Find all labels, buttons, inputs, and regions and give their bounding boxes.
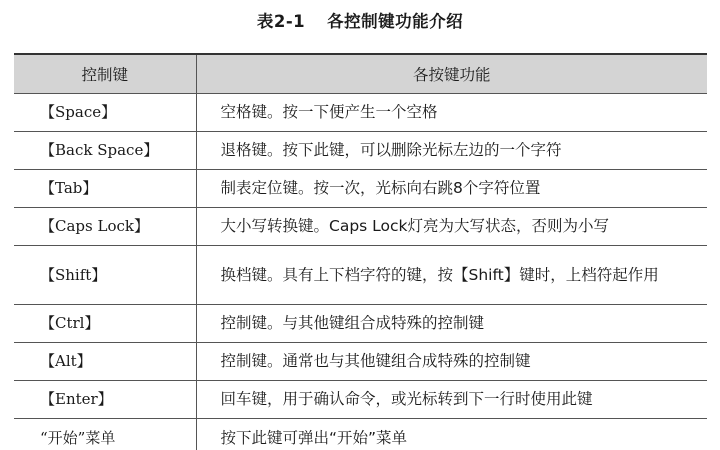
- key-function-text: 按下此键可弹出“开始”菜单: [220, 429, 408, 447]
- key-function-cell: [196, 132, 707, 170]
- key-name-cell: 【Back Space】: [14, 132, 196, 170]
- key-name-cell: “开始”菜单: [14, 419, 196, 450]
- key-function-cell: [196, 208, 707, 246]
- key-function-cell: [196, 170, 707, 208]
- table-row: [14, 381, 707, 419]
- table-number: 表2-1: [256, 12, 306, 31]
- key-function-text: 换档键。具有上下档字符的键，按【Shift】键时，上档符起作用: [220, 265, 659, 284]
- key-function-text: 制表定位键。按一次，光标向右跳8个字符位置: [220, 179, 541, 197]
- key-function-text: 空格键。按一下便产生一个空格: [220, 103, 438, 121]
- key-function-text: 大小写转换键。Caps Lock灯亮为大写状态，否则为小写: [220, 217, 610, 235]
- column-header-function: 各按键功能: [196, 54, 707, 94]
- key-name-cell: 【Alt】: [14, 343, 196, 381]
- key-name-cell: 【Tab】: [14, 170, 196, 208]
- key-function-cell: [196, 381, 707, 419]
- table-row: [14, 246, 707, 305]
- table-row: [14, 343, 707, 381]
- key-name-cell: 【Enter】: [14, 381, 196, 419]
- key-name-cell: 【Ctrl】: [14, 305, 196, 343]
- key-name-cell: 【Space】: [14, 94, 196, 132]
- table-header-row: [14, 54, 707, 94]
- table-row: [14, 419, 707, 450]
- key-function-text: 退格键。按下此键，可以删除光标左边的一个字符: [220, 141, 562, 159]
- key-function-text: 控制键。通常也与其他键组合成特殊的控制键: [220, 352, 531, 370]
- column-header-key: 控制键: [14, 54, 196, 94]
- table-caption: [0, 8, 720, 32]
- table-row: [14, 132, 707, 170]
- table-title: 各控制键功能介绍: [327, 12, 464, 31]
- key-function-cell: [196, 343, 707, 381]
- key-function-text: 回车键，用于确认命令，或光标转到下一行时使用此键: [220, 390, 593, 408]
- key-name-cell: 【Shift】: [14, 246, 196, 305]
- table-row: [14, 305, 707, 343]
- table-row: [14, 208, 707, 246]
- key-function-cell: [196, 246, 707, 305]
- table-row: [14, 94, 707, 132]
- key-function-text: 控制键。与其他键组合成特殊的控制键: [220, 314, 485, 332]
- key-name-cell: 【Caps Lock】: [14, 208, 196, 246]
- key-function-cell: [196, 419, 707, 450]
- key-function-cell: [196, 305, 707, 343]
- table-row: [14, 170, 707, 208]
- control-keys-table: [14, 53, 707, 450]
- key-function-cell: [196, 94, 707, 132]
